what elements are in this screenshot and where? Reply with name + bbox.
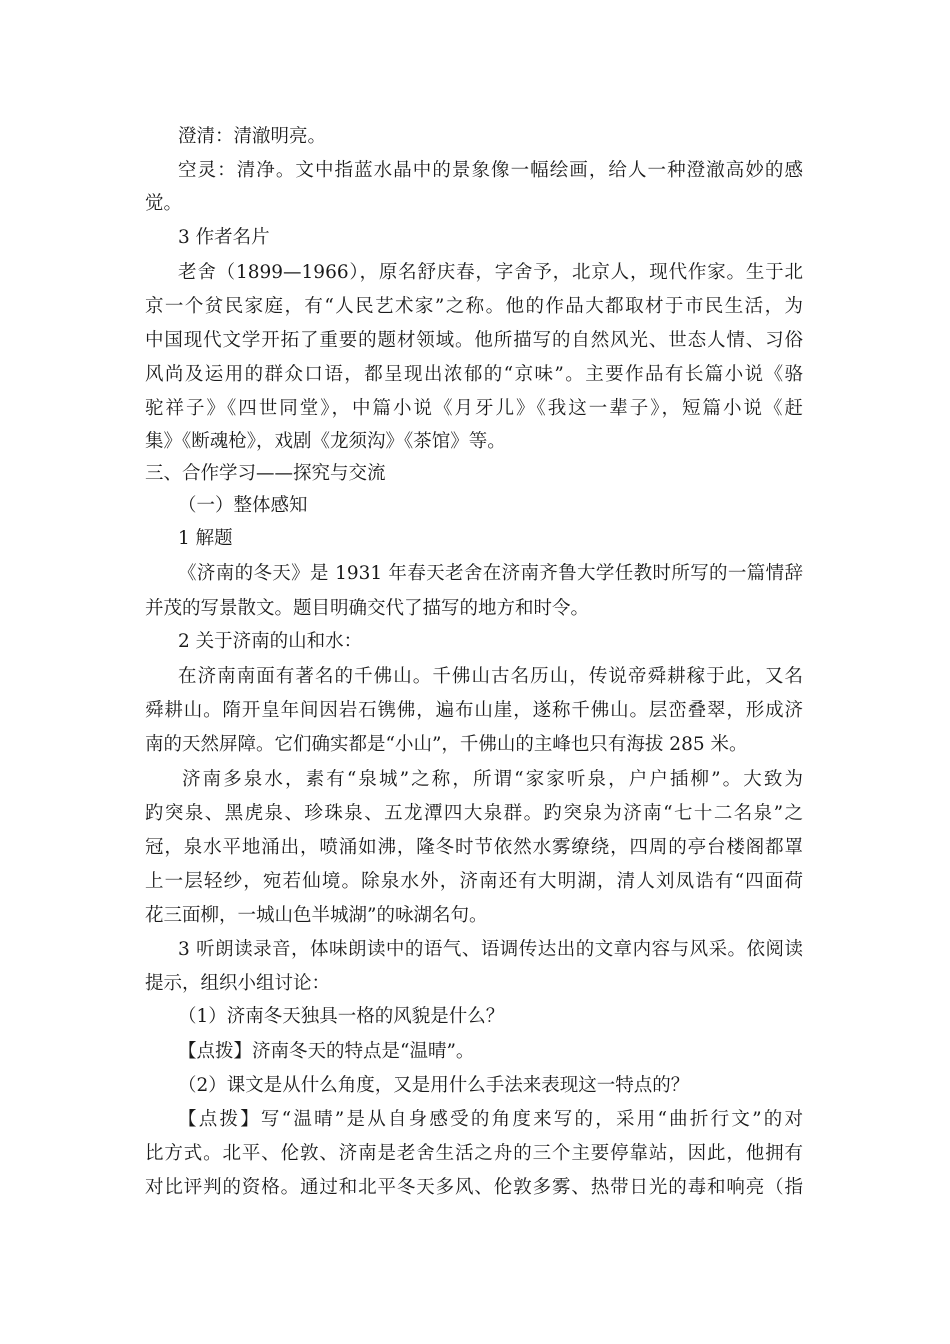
section-heading: 三、合作学习——探究与交流 (145, 463, 386, 484)
hint-line: 【点拨】写“温晴”是从自身感受的角度来写的，采用“曲折行文”的对 (178, 1109, 803, 1130)
text-line: 舜耕山。隋开皇年间因岩石镌佛，遍布山崖，遂称千佛山。层峦叠翠，形成济 (145, 700, 803, 721)
text-line: 3 听朗读录音，体味朗读中的语气、语调传达出的文章内容与风采。依阅读 (178, 939, 803, 960)
text-line: 上一层轻纱，宛若仙境。除泉水外，济南还有大明湖，清人刘凤诰有“四面荷 (145, 871, 803, 892)
section-heading: 1 解题 (178, 528, 233, 549)
section-heading: 3 作者名片 (178, 227, 270, 248)
text-line: 对比评判的资格。通过和北平冬天多风、伦敦多雾、热带日光的毒和响亮（指 (145, 1177, 803, 1198)
text-line: 提示，组织小组讨论： (145, 973, 331, 994)
text-line: 集》《断魂枪》，戏剧《龙须沟》《茶馆》等。 (145, 431, 506, 452)
text-line: 比方式。北平、伦敦、济南是老舍生活之舟的三个主要停靠站，因此，他拥有 (145, 1143, 803, 1164)
text-line: 济南多泉水，素有“泉城”之称，所谓“家家听泉，户户插柳”。大致为 (182, 769, 803, 790)
question-line: （1）济南冬天独具一格的风貌是什么？ (178, 1006, 505, 1027)
section-heading: 2 关于济南的山和水： (178, 631, 363, 652)
text-line: 风尚及运用的群众口语，都呈现出浓郁的“京味”。主要作品有长篇小说《骆 (145, 364, 803, 385)
text-line: 觉。 (145, 193, 183, 214)
text-line: 南的天然屏障。它们确实都是“小山”，千佛山的主峰也只有海拔 285 米。 (145, 734, 748, 755)
text-line: 老舍（1899—1966），原名舒庆春，字舍予，北京人，现代作家。生于北 (178, 262, 803, 283)
text-line: 中国现代文学开拓了重要的题材领域。他所描写的自然风光、世态人情、习俗 (145, 330, 803, 351)
text-line: 并茂的写景散文。题目明确交代了描写的地方和时令。 (145, 598, 590, 619)
text-line: 京一个贫民家庭，有“人民艺术家”之称。他的作品大都取材于市民生活，为 (145, 296, 803, 317)
text-line: 在济南南面有著名的千佛山。千佛山古名历山，传说帝舜耕稼于此，又名 (178, 666, 803, 687)
text-line: 趵突泉、黑虎泉、珍珠泉、五龙潭四大泉群。趵突泉为济南“七十二名泉”之 (145, 803, 803, 824)
text-line: 澄清：清澈明亮。 (178, 126, 327, 147)
hint-line: 【点拨】济南冬天的特点是“温晴”。 (178, 1041, 475, 1062)
text-line: 空灵：清净。文中指蓝水晶中的景象像一幅绘画，给人一种澄澈高妙的感 (178, 160, 803, 181)
text-line: 《济南的冬天》是 1931 年春天老舍在济南齐鲁大学任教时所写的一篇情辞 (178, 563, 803, 584)
question-line: （2）课文是从什么角度，又是用什么手法来表现这一特点的？ (178, 1075, 690, 1096)
text-line: 冠，泉水平地涌出，喷涌如沸，隆冬时节依然水雾缭绕，四周的亭台楼阁都罩 (145, 837, 803, 858)
text-line: 驼祥子》《四世同堂》，中篇小说《月牙儿》《我这一辈子》，短篇小说《赶 (145, 398, 803, 419)
subsection-heading: （一）整体感知 (178, 495, 308, 516)
text-line: 花三面柳，一城山色半城湖”的咏湖名句。 (145, 905, 488, 926)
